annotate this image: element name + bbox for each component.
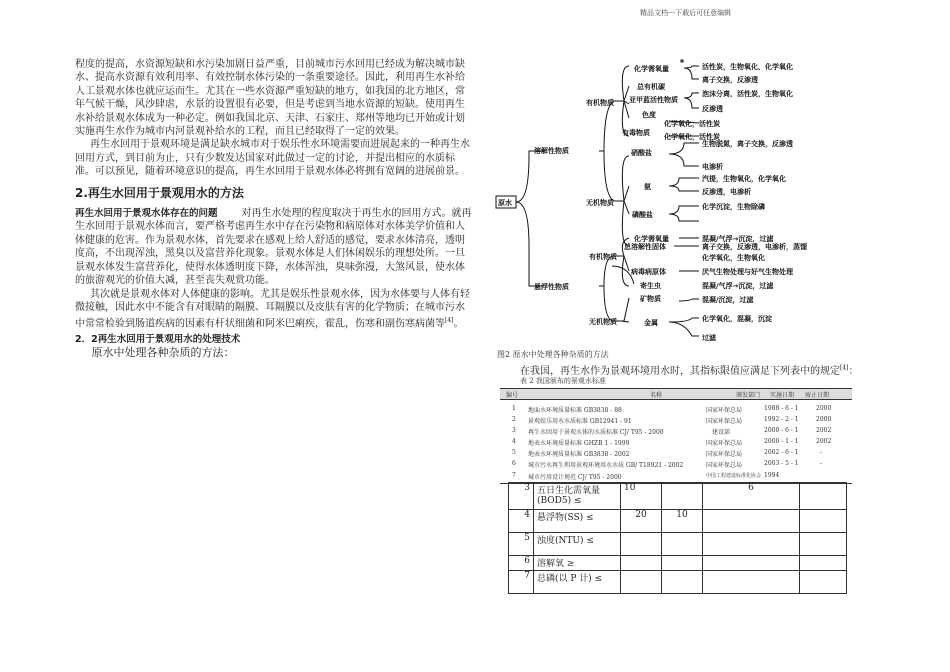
method-r8: 电渗析	[702, 163, 723, 171]
table-row: 4 悬浮物(SS) ≤ 20 10	[509, 510, 847, 533]
table-row: 3 五日生化需氧量(BOD5) ≤ 10 6	[509, 483, 847, 510]
node-suspended: 悬浮性物质	[534, 283, 569, 291]
table-row: 5 浊度(NTU) ≤	[509, 533, 847, 556]
paragraph-4-end: 。	[453, 318, 464, 330]
node-toc: 总有机碳	[637, 83, 665, 91]
method-r5: 化学氧化，活性炭	[664, 120, 720, 128]
node-ammonia: 氨	[644, 183, 651, 191]
node-mbas: 亚甲蓝活性物质	[629, 96, 678, 104]
node-inorganic: 无机物质	[586, 199, 614, 207]
node-color: 色度	[642, 111, 656, 119]
node-inorganic2: 无机物质	[589, 318, 617, 326]
node-organic2: 有机物质	[589, 253, 617, 261]
table-row: 4 地表水环境质量标准 GHZB 1 - 1999 国家环保总局 2000 - 1 - 1 2002	[512, 438, 832, 447]
figure-caption: 图2 原水中处理各种杂质的方法	[497, 350, 609, 359]
node-cod2: 化学需氧量	[634, 235, 669, 243]
method-r11: 化学沉淀，生物除磷	[702, 203, 765, 211]
table-row: 6 城市污水再生利用景观环境用水水质 GB/ T18921 - 2002 国家环保总局 2003 - 5 - 1 -	[512, 460, 823, 469]
method-s2: 厌气生物处理与好气生物处理	[702, 268, 793, 276]
method-r10: 反渗透，电渗析	[702, 188, 751, 196]
node-raw-water: 原水	[498, 199, 512, 207]
subsection-heading-2: 2．2再生水回用于景观用水的处理技术	[75, 334, 241, 346]
node-toxic: 有毒物质	[622, 129, 650, 137]
diagram-connectors	[494, 46, 894, 346]
paragraph-5: 原水中处理各种杂质的方法：	[91, 346, 235, 360]
table-row: 7 城市污用设计规范 CJ/ T95 - 2000 中国工程建设标准化协会 1994	[500, 472, 852, 484]
method-s1: 混凝/气浮→沉淀，过滤	[702, 235, 774, 243]
method-r12: 离子交换，反渗透，电渗析，蒸馏	[702, 243, 807, 251]
left-column	[75, 58, 473, 360]
method-r9: 汽提，生物氧化，化学氧化	[702, 175, 786, 183]
node-parasite: 寄生虫	[640, 282, 661, 290]
table-row: 2 景观娱乐用水水质标准 GB12941 - 91 国家环保总局 1992 - 2 - 1 2000	[512, 416, 832, 425]
table-header-row: 编号 名称 颁发部门 实施日期 废止日期	[500, 388, 852, 400]
table-row: 1 地面水环境质量标准 GB3838 - 88 国家环保总局 1988 - 6 - 1 2000	[512, 405, 832, 414]
method-r1: 活性炭，生物氧化，化学氧化	[702, 63, 793, 71]
subsection-heading: 再生水回用于景观水体存在的问题	[75, 208, 218, 220]
node-tds: 总溶解性固体	[624, 243, 666, 251]
table-caption: 表 2 我国颁布的景观水标准	[520, 377, 606, 385]
table-intro: 在我国，再生水作为景观环境用水时，其指标限值应满足下列表中的规定[4]：	[520, 364, 859, 377]
node-phosphate: 磷酸盐	[632, 211, 653, 219]
treatment-method-diagram	[494, 46, 894, 346]
node-nitrate: 硝酸盐	[631, 149, 652, 157]
page-header: 精品文档---下载后可任意编辑	[640, 9, 732, 17]
method-r4: 反渗透	[702, 105, 723, 113]
method-s6: 化学氧化，混凝，沉淀	[702, 315, 772, 323]
node-metal: 金属	[644, 319, 658, 327]
method-r6: 化学氧化，活性炭	[664, 133, 720, 141]
method-r3: 泡沫分离，活性炭，生物氧化	[702, 90, 793, 98]
node-mineral: 矿物质	[640, 295, 661, 303]
method-s4: 化学氧化，生物氧化	[702, 254, 765, 262]
method-s5: 混凝/沉淀，过滤	[702, 296, 754, 304]
water-quality-table	[508, 482, 847, 594]
paragraph-2: 再生水回用于景观环境是满足缺水城市对于娱乐性水环境需要而进展起来的一种再生水回用方式，到目前为止，只有少数发达国家对此做过一定的讨论，并提出相应的水质标准。可以预见，随着环境意识的提高，再生水回用于景观水体必将拥有宽阔的进展前景。	[75, 139, 470, 178]
method-s7: 过滤	[702, 334, 716, 342]
method-r7: 生物脱氮，离子交换，反渗透	[702, 140, 793, 148]
section-heading: 2.再生水回用于景观用水的方法	[75, 185, 244, 200]
paragraph-4: 其次就是景观水体对人体健康的影响。尤其是娱乐性景观水体，因为水体要与人体有轻微接触，因此水中不能含有对眼睛的隔膜、耳隔膜以及皮肤有害的化学物质；在城市污水中常常检验到肠道疾病的因素有杆状细菌和阿米巴痢疾，霍乱，伤寒和副伤寒病菌等	[75, 288, 470, 330]
paragraph-3: 对再生水处理的程度取决于再生水的回用方式。就再生水回用于景观水体而言，要严格考虑再生水中存在污染物和病原体对水体美学价值和人体健康的危害。作为景观水体，首先要求在感观上给人舒适的感觉，要求水体清亮，透明度高，不出现浑浊，黑臭以及富营养化现象。景观水体是人们休闲娱乐的理想处所。一旦景观水体发生富营养化，使得水体透明度下降，水体浑浊，臭味弥漫，大煞风景，使水体的旅游观光的价值大减，甚至丧失观赏功能。	[75, 208, 472, 287]
method-s3: 混凝/气浮→沉淀，过滤	[702, 282, 774, 290]
table-row: 5 地表水环境质量标准 GB3838 - 2002 国家环保总局 2002 - 6 - 1 -	[512, 449, 823, 458]
paragraph-1: 程度的提高，水资源短缺和水污染加剧日益严重，目前城市污水回用已经成为解决城市缺水、提高水资源有效利用率、有效控制水体污染的一条重要途径。因此，利用再生水补给人工景观水体也就应运而生。尤其在一些水资源严重短缺的地方，如我国的北方地区，常年气候干燥，风沙肆虐，水景的设置很有必要，但是考虑到当地水资源的短缺。使用再生水补给景观水体成为一种必定。例如我国北京、天津、石家庄、郑州等地均已开始或计划实施再生水作为城市内河景观补给水的工程，而且已经取得了一定的效果。	[75, 59, 465, 138]
table-row: 7 总磷(以 P 计) ≤	[509, 571, 847, 594]
table-row: 6 溶解氧 ≥	[509, 556, 847, 571]
method-r2: 离子交换，反渗透	[702, 76, 758, 84]
node-organic: 有机物质	[586, 99, 614, 107]
node-cod: 化学需氧量	[634, 65, 669, 73]
node-soluble: 溶解性物质	[534, 147, 569, 155]
reference-mark: [4]	[445, 317, 454, 325]
node-pathogen: 病毒病原体	[631, 268, 666, 276]
table-row: 3 再生水回用于景观水体的水质标准 CJ/ T95 - 2000 建设部 2000 - 6 - 1 2002	[512, 427, 832, 436]
standards-table	[500, 388, 852, 482]
